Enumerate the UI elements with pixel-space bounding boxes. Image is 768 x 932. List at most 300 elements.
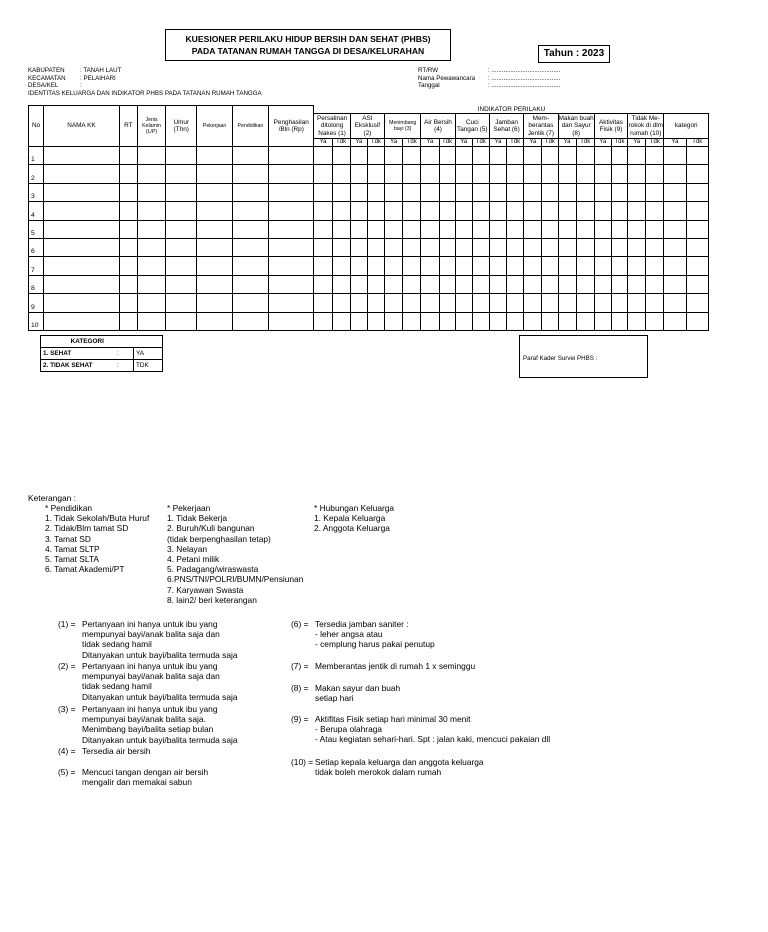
entry-cell[interactable]	[314, 257, 332, 275]
year-label: Tahun : 2023	[538, 45, 610, 63]
entry-cell[interactable]	[403, 312, 421, 330]
entry-cell[interactable]	[367, 312, 384, 330]
entry-cell[interactable]	[594, 257, 611, 275]
entry-cell[interactable]	[385, 183, 403, 201]
entry-cell[interactable]	[686, 257, 708, 275]
entry-cell[interactable]	[332, 220, 350, 238]
entry-cell[interactable]	[166, 147, 197, 165]
indicator-header-9: Aktivitas Fisik (9)	[594, 113, 627, 138]
entry-cell[interactable]	[403, 275, 421, 293]
entry-cell[interactable]	[455, 275, 472, 293]
indicator-header-4: Air Bersih (4)	[421, 113, 455, 138]
entry-cell[interactable]	[507, 202, 524, 220]
entry-cell[interactable]	[558, 238, 576, 256]
entry-cell[interactable]	[576, 238, 594, 256]
entry-cell[interactable]	[44, 294, 120, 312]
entry-cell[interactable]	[119, 294, 137, 312]
entry-cell[interactable]	[439, 238, 455, 256]
entry-cell[interactable]	[489, 294, 506, 312]
entry-cell[interactable]	[166, 312, 197, 330]
entry-cell[interactable]	[385, 294, 403, 312]
entry-cell[interactable]	[542, 202, 558, 220]
entry-cell[interactable]	[421, 275, 439, 293]
entry-cell[interactable]	[664, 202, 686, 220]
entry-cell[interactable]	[542, 312, 558, 330]
entry-cell[interactable]	[611, 312, 627, 330]
entry-cell[interactable]	[542, 147, 558, 165]
entry-cell[interactable]	[269, 220, 314, 238]
entry-cell[interactable]	[350, 147, 367, 165]
entry-cell[interactable]	[314, 275, 332, 293]
entry-cell[interactable]	[232, 312, 268, 330]
entry-cell[interactable]	[232, 257, 268, 275]
entry-cell[interactable]	[314, 183, 332, 201]
entry-cell[interactable]	[664, 294, 686, 312]
entry-cell[interactable]	[542, 294, 558, 312]
entry-cell[interactable]	[166, 275, 197, 293]
entry-cell[interactable]	[269, 147, 314, 165]
entry-cell[interactable]	[421, 202, 439, 220]
entry-cell[interactable]	[439, 202, 455, 220]
entry-cell[interactable]	[385, 275, 403, 293]
ya-header: Ya	[350, 138, 367, 146]
entry-cell[interactable]	[119, 220, 137, 238]
entry-cell[interactable]	[507, 294, 524, 312]
entry-cell[interactable]	[576, 312, 594, 330]
entry-cell[interactable]	[137, 294, 165, 312]
entry-cell[interactable]	[489, 147, 506, 165]
entry-cell[interactable]	[421, 147, 439, 165]
entry-cell[interactable]	[421, 312, 439, 330]
entry-cell[interactable]	[166, 165, 197, 183]
entry-cell[interactable]	[558, 275, 576, 293]
entry-cell[interactable]	[472, 275, 489, 293]
entry-cell[interactable]	[455, 202, 472, 220]
entry-cell[interactable]	[350, 312, 367, 330]
entry-cell[interactable]	[421, 165, 439, 183]
entry-cell[interactable]	[542, 275, 558, 293]
entry-cell[interactable]	[686, 294, 708, 312]
entry-cell[interactable]	[44, 202, 120, 220]
entry-cell[interactable]	[628, 238, 646, 256]
entry-cell[interactable]	[594, 294, 611, 312]
entry-cell[interactable]	[507, 147, 524, 165]
entry-cell[interactable]	[232, 275, 268, 293]
entry-cell[interactable]	[421, 294, 439, 312]
entry-cell[interactable]	[646, 220, 664, 238]
entry-cell[interactable]	[524, 183, 542, 201]
entry-cell[interactable]	[332, 147, 350, 165]
entry-cell[interactable]	[489, 165, 506, 183]
entry-cell[interactable]	[524, 238, 542, 256]
entry-cell[interactable]	[558, 312, 576, 330]
entry-cell[interactable]	[44, 257, 120, 275]
entry-cell[interactable]	[269, 275, 314, 293]
row-number: 2	[29, 165, 44, 183]
entry-cell[interactable]	[507, 183, 524, 201]
entry-cell[interactable]	[314, 202, 332, 220]
entry-cell[interactable]	[611, 220, 627, 238]
entry-cell[interactable]	[137, 257, 165, 275]
entry-cell[interactable]	[403, 165, 421, 183]
entry-cell[interactable]	[232, 147, 268, 165]
entry-cell[interactable]	[489, 312, 506, 330]
entry-cell[interactable]	[507, 257, 524, 275]
entry-cell[interactable]	[628, 202, 646, 220]
entry-cell[interactable]	[646, 275, 664, 293]
entry-cell[interactable]	[686, 312, 708, 330]
entry-cell[interactable]	[439, 220, 455, 238]
entry-cell[interactable]	[350, 202, 367, 220]
entry-cell[interactable]	[44, 147, 120, 165]
entry-cell[interactable]	[137, 220, 165, 238]
entry-cell[interactable]	[646, 202, 664, 220]
entry-cell[interactable]	[628, 183, 646, 201]
entry-cell[interactable]	[385, 220, 403, 238]
entry-cell[interactable]	[524, 312, 542, 330]
entry-cell[interactable]	[403, 220, 421, 238]
entry-cell[interactable]	[166, 202, 197, 220]
entry-cell[interactable]	[576, 183, 594, 201]
entry-cell[interactable]	[628, 165, 646, 183]
entry-cell[interactable]	[472, 165, 489, 183]
entry-cell[interactable]	[332, 257, 350, 275]
entry-cell[interactable]	[385, 238, 403, 256]
entry-cell[interactable]	[611, 202, 627, 220]
entry-cell[interactable]	[332, 238, 350, 256]
entry-cell[interactable]	[119, 275, 137, 293]
entry-cell[interactable]	[367, 147, 384, 165]
entry-cell[interactable]	[611, 275, 627, 293]
entry-cell[interactable]	[350, 275, 367, 293]
entry-cell[interactable]	[269, 312, 314, 330]
entry-cell[interactable]	[350, 294, 367, 312]
entry-cell[interactable]	[489, 257, 506, 275]
entry-cell[interactable]	[594, 312, 611, 330]
entry-cell[interactable]	[137, 238, 165, 256]
entry-cell[interactable]	[137, 165, 165, 183]
entry-cell[interactable]	[119, 312, 137, 330]
entry-cell[interactable]	[542, 165, 558, 183]
entry-cell[interactable]	[137, 183, 165, 201]
entry-cell[interactable]	[166, 183, 197, 201]
entry-cell[interactable]	[197, 183, 232, 201]
entry-cell[interactable]	[489, 220, 506, 238]
entry-cell[interactable]	[646, 165, 664, 183]
entry-cell[interactable]	[646, 294, 664, 312]
entry-cell[interactable]	[367, 220, 384, 238]
entry-cell[interactable]	[628, 147, 646, 165]
entry-cell[interactable]	[686, 238, 708, 256]
entry-cell[interactable]	[542, 257, 558, 275]
entry-cell[interactable]	[119, 183, 137, 201]
entry-cell[interactable]	[439, 165, 455, 183]
entry-cell[interactable]	[385, 202, 403, 220]
entry-cell[interactable]	[628, 220, 646, 238]
entry-cell[interactable]	[558, 257, 576, 275]
entry-cell[interactable]	[367, 238, 384, 256]
entry-cell[interactable]	[686, 202, 708, 220]
entry-cell[interactable]	[507, 238, 524, 256]
entry-cell[interactable]	[367, 202, 384, 220]
entry-cell[interactable]	[507, 275, 524, 293]
entry-cell[interactable]	[439, 147, 455, 165]
entry-cell[interactable]	[421, 183, 439, 201]
entry-cell[interactable]	[385, 312, 403, 330]
entry-cell[interactable]	[455, 312, 472, 330]
entry-cell[interactable]	[119, 257, 137, 275]
entry-cell[interactable]	[594, 202, 611, 220]
entry-cell[interactable]	[524, 275, 542, 293]
entry-cell[interactable]	[269, 238, 314, 256]
entry-cell[interactable]	[403, 202, 421, 220]
entry-cell[interactable]	[472, 202, 489, 220]
entry-cell[interactable]	[385, 257, 403, 275]
entry-cell[interactable]	[232, 294, 268, 312]
entry-cell[interactable]	[489, 202, 506, 220]
entry-cell[interactable]	[594, 183, 611, 201]
entry-cell[interactable]	[686, 275, 708, 293]
entry-cell[interactable]	[314, 220, 332, 238]
entry-cell[interactable]	[385, 165, 403, 183]
entry-cell[interactable]	[489, 275, 506, 293]
entry-cell[interactable]	[119, 238, 137, 256]
entry-cell[interactable]	[542, 238, 558, 256]
entry-cell[interactable]	[421, 238, 439, 256]
entry-cell[interactable]	[558, 183, 576, 201]
entry-cell[interactable]	[664, 165, 686, 183]
entry-cell[interactable]	[314, 165, 332, 183]
entry-cell[interactable]	[44, 165, 120, 183]
entry-cell[interactable]	[611, 183, 627, 201]
entry-cell[interactable]	[524, 165, 542, 183]
note-number: (3) =	[58, 704, 76, 714]
entry-cell[interactable]	[44, 238, 120, 256]
entry-cell[interactable]	[166, 238, 197, 256]
entry-cell[interactable]	[489, 183, 506, 201]
entry-cell[interactable]	[385, 147, 403, 165]
entry-cell[interactable]	[403, 294, 421, 312]
entry-cell[interactable]	[350, 220, 367, 238]
entry-cell[interactable]	[455, 294, 472, 312]
entry-cell[interactable]	[137, 147, 165, 165]
entry-cell[interactable]	[646, 312, 664, 330]
entry-cell[interactable]	[367, 257, 384, 275]
entry-cell[interactable]	[576, 165, 594, 183]
entry-cell[interactable]	[664, 275, 686, 293]
entry-cell[interactable]	[197, 312, 232, 330]
entry-cell[interactable]	[197, 275, 232, 293]
entry-cell[interactable]	[646, 147, 664, 165]
entry-cell[interactable]	[455, 220, 472, 238]
entry-cell[interactable]	[472, 294, 489, 312]
entry-cell[interactable]	[576, 147, 594, 165]
entry-cell[interactable]	[269, 202, 314, 220]
entry-cell[interactable]	[367, 294, 384, 312]
entry-cell[interactable]	[472, 257, 489, 275]
entry-cell[interactable]	[558, 294, 576, 312]
entry-cell[interactable]	[664, 312, 686, 330]
entry-cell[interactable]	[507, 220, 524, 238]
entry-cell[interactable]	[558, 165, 576, 183]
entry-cell[interactable]	[332, 165, 350, 183]
entry-cell[interactable]	[686, 220, 708, 238]
entry-cell[interactable]	[332, 275, 350, 293]
entry-cell[interactable]	[332, 202, 350, 220]
entry-cell[interactable]	[455, 147, 472, 165]
entry-cell[interactable]	[197, 294, 232, 312]
entry-cell[interactable]	[314, 294, 332, 312]
entry-cell[interactable]	[628, 275, 646, 293]
entry-cell[interactable]	[269, 294, 314, 312]
entry-cell[interactable]	[232, 183, 268, 201]
entry-cell[interactable]	[232, 238, 268, 256]
entry-cell[interactable]	[664, 238, 686, 256]
entry-cell[interactable]	[594, 220, 611, 238]
entry-cell[interactable]	[137, 275, 165, 293]
entry-cell[interactable]	[611, 257, 627, 275]
entry-cell[interactable]	[332, 294, 350, 312]
entry-cell[interactable]	[232, 165, 268, 183]
entry-cell[interactable]	[524, 294, 542, 312]
entry-cell[interactable]	[558, 202, 576, 220]
kategori-tidak-sehat-code: TDK	[134, 360, 163, 372]
entry-cell[interactable]	[350, 165, 367, 183]
entry-cell[interactable]	[686, 165, 708, 183]
entry-cell[interactable]	[332, 312, 350, 330]
entry-cell[interactable]	[664, 220, 686, 238]
entry-cell[interactable]	[332, 183, 350, 201]
entry-cell[interactable]	[524, 147, 542, 165]
entry-cell[interactable]	[489, 238, 506, 256]
entry-cell[interactable]	[269, 257, 314, 275]
entry-cell[interactable]	[664, 183, 686, 201]
entry-cell[interactable]	[197, 220, 232, 238]
entry-cell[interactable]	[439, 312, 455, 330]
entry-cell[interactable]	[576, 275, 594, 293]
entry-cell[interactable]	[524, 257, 542, 275]
entry-cell[interactable]	[524, 202, 542, 220]
entry-cell[interactable]	[197, 147, 232, 165]
entry-cell[interactable]	[44, 220, 120, 238]
entry-cell[interactable]	[686, 183, 708, 201]
entry-cell[interactable]	[350, 183, 367, 201]
entry-cell[interactable]	[44, 275, 120, 293]
entry-cell[interactable]	[421, 257, 439, 275]
entry-cell[interactable]	[664, 147, 686, 165]
entry-cell[interactable]	[542, 220, 558, 238]
entry-cell[interactable]	[686, 147, 708, 165]
entry-cell[interactable]	[314, 147, 332, 165]
entry-cell[interactable]	[314, 312, 332, 330]
entry-cell[interactable]	[611, 165, 627, 183]
entry-cell[interactable]	[367, 275, 384, 293]
entry-cell[interactable]	[232, 202, 268, 220]
entry-cell[interactable]	[439, 183, 455, 201]
entry-cell[interactable]	[314, 238, 332, 256]
entry-cell[interactable]	[611, 238, 627, 256]
entry-cell[interactable]	[542, 183, 558, 201]
entry-cell[interactable]	[137, 312, 165, 330]
entry-cell[interactable]	[455, 257, 472, 275]
entry-cell[interactable]	[421, 220, 439, 238]
entry-cell[interactable]	[611, 294, 627, 312]
entry-cell[interactable]	[472, 183, 489, 201]
entry-cell[interactable]	[44, 312, 120, 330]
entry-cell[interactable]	[628, 294, 646, 312]
entry-cell[interactable]	[628, 312, 646, 330]
entry-cell[interactable]	[576, 257, 594, 275]
entry-cell[interactable]	[664, 257, 686, 275]
entry-cell[interactable]	[119, 202, 137, 220]
meta-row-pewawancara	[418, 75, 560, 83]
entry-cell[interactable]	[472, 238, 489, 256]
entry-cell[interactable]	[507, 312, 524, 330]
entry-cell[interactable]	[576, 220, 594, 238]
entry-cell[interactable]	[119, 147, 137, 165]
entry-cell[interactable]	[646, 238, 664, 256]
entry-cell[interactable]	[403, 147, 421, 165]
entry-cell[interactable]	[197, 202, 232, 220]
entry-cell[interactable]	[197, 238, 232, 256]
entry-cell[interactable]	[472, 147, 489, 165]
tdk-header: Tdk	[611, 138, 627, 146]
entry-cell[interactable]	[119, 165, 137, 183]
entry-cell[interactable]	[269, 165, 314, 183]
entry-cell[interactable]	[594, 238, 611, 256]
entry-cell[interactable]	[367, 165, 384, 183]
entry-cell[interactable]	[558, 147, 576, 165]
entry-cell[interactable]	[232, 220, 268, 238]
entry-cell[interactable]	[137, 202, 165, 220]
entry-cell[interactable]	[197, 165, 232, 183]
entry-cell[interactable]	[594, 165, 611, 183]
entry-cell[interactable]	[166, 294, 197, 312]
entry-cell[interactable]	[439, 275, 455, 293]
note-line: mempunyai bayi/anak balita saja dan	[82, 671, 220, 682]
entry-cell[interactable]	[594, 275, 611, 293]
entry-cell[interactable]	[439, 257, 455, 275]
entry-cell[interactable]	[166, 220, 197, 238]
entry-cell[interactable]	[166, 257, 197, 275]
entry-cell[interactable]	[44, 183, 120, 201]
entry-cell[interactable]	[455, 165, 472, 183]
entry-cell[interactable]	[455, 183, 472, 201]
entry-cell[interactable]	[269, 183, 314, 201]
entry-cell[interactable]	[524, 220, 542, 238]
entry-cell[interactable]	[646, 183, 664, 201]
entry-cell[interactable]	[628, 257, 646, 275]
entry-cell[interactable]	[439, 294, 455, 312]
entry-cell[interactable]	[403, 257, 421, 275]
entry-cell[interactable]	[197, 257, 232, 275]
entry-cell[interactable]	[594, 147, 611, 165]
entry-cell[interactable]	[350, 257, 367, 275]
entry-cell[interactable]	[558, 220, 576, 238]
entry-cell[interactable]	[403, 238, 421, 256]
entry-cell[interactable]	[403, 183, 421, 201]
entry-cell[interactable]	[611, 147, 627, 165]
entry-cell[interactable]	[472, 220, 489, 238]
entry-cell[interactable]	[472, 312, 489, 330]
entry-cell[interactable]	[576, 202, 594, 220]
entry-cell[interactable]	[507, 165, 524, 183]
entry-cell[interactable]	[576, 294, 594, 312]
entry-cell[interactable]	[350, 238, 367, 256]
entry-cell[interactable]	[455, 238, 472, 256]
entry-cell[interactable]	[367, 183, 384, 201]
entry-cell[interactable]	[646, 257, 664, 275]
